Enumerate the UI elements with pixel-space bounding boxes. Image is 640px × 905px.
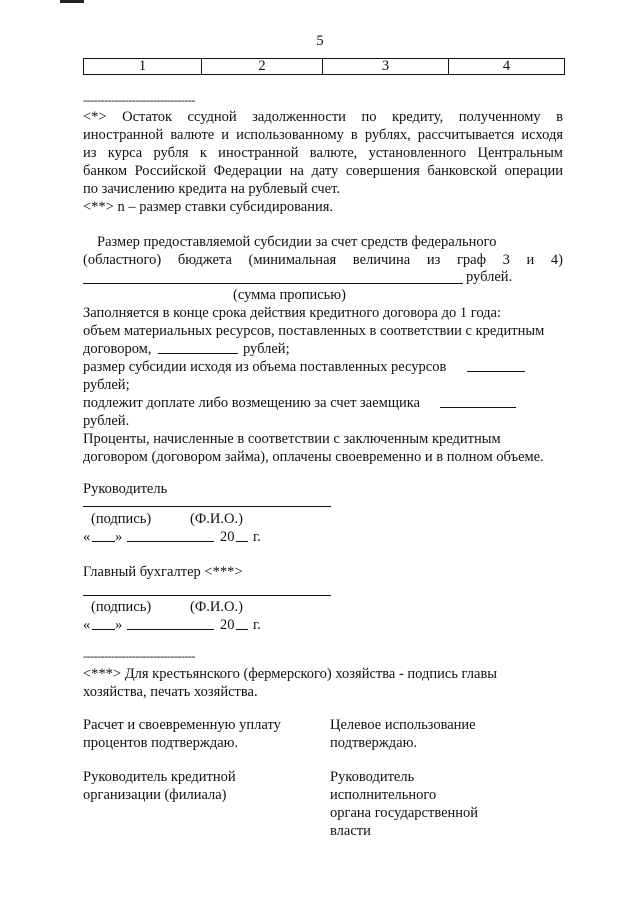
confirm-right-line: Целевое использование <box>330 717 476 733</box>
footnote-1-line: банком Российской Федерации на дату совершения банковской операции <box>83 163 563 179</box>
confirm-right-line: подтверждаю. <box>330 735 418 751</box>
materials-rubles: рублей; <box>243 341 290 357</box>
amount-in-words-caption: (сумма прописью) <box>233 287 346 303</box>
sign-left-line: организации (филиала) <box>83 787 227 803</box>
footnote-1-line: <*> Остаток ссудной задолженности по кредиту, полученному в <box>83 109 563 125</box>
column-number: 1 <box>84 59 202 75</box>
page-number: 5 <box>316 33 324 49</box>
accountant-day-blank <box>92 629 115 630</box>
subsidy-amount-blank <box>83 283 463 284</box>
subsidy-line-2: (областного) бюджета (минимальная величина из граф 3 и 4) <box>83 252 563 268</box>
director-year-suffix: г. <box>253 529 261 545</box>
footnote-3-line: <***> Для крестьянского (фермерского) хозяйства - подпись главы <box>83 666 498 682</box>
sign-right-line: Руководитель <box>330 769 415 785</box>
column-number: 4 <box>449 59 565 75</box>
materials-amount-blank <box>158 353 238 354</box>
fill-in-intro: Заполняется в конце срока действия кредитного договора до 1 года: <box>83 305 501 321</box>
accountant-year-blank <box>236 629 248 630</box>
scan-mark <box>60 0 84 3</box>
subsidy-line-1: Размер предоставляемой субсидии за счет средств федерального <box>97 234 497 250</box>
director-year-blank <box>236 541 248 542</box>
surcharge-blank <box>440 407 516 408</box>
materials-line-1: объем материальных ресурсов, поставленных в соответствии с кредитным <box>83 323 545 339</box>
surcharge-label: подлежит доплате либо возмещению за счет заемщика <box>83 395 421 411</box>
sign-right-line: органа государственной <box>330 805 479 821</box>
confirm-left-line: Расчет и своевременную уплату <box>83 717 281 733</box>
confirm-left-line: процентов подтверждаю. <box>83 735 239 751</box>
sign-left-line: Руководитель кредитной <box>83 769 236 785</box>
director-date-close: » <box>115 529 123 545</box>
director-signature-caption: (подпись) <box>91 511 152 527</box>
sign-right-line: власти <box>330 823 371 839</box>
director-signature-line <box>83 506 331 507</box>
footnote-1-line: по зачислению кредита на рублевый счет. <box>83 181 340 197</box>
director-month-blank <box>127 541 214 542</box>
footnote-1-line: иностранной валюте и использованному в рублях, рассчитывается исходя <box>83 127 563 143</box>
accountant-date-open: « <box>83 617 91 633</box>
accountant-year: 20 <box>220 617 235 633</box>
surcharge-rubles: рублей. <box>83 413 130 429</box>
accountant-fio-caption: (Ф.И.О.) <box>190 599 243 615</box>
subsidy-size-rubles: рублей; <box>83 377 130 393</box>
director-year: 20 <box>220 529 235 545</box>
subsidy-rubles: рублей. <box>466 269 513 285</box>
footnote-1-line: из курса рубля к иностранной валюте, установленного Центральным <box>83 145 563 161</box>
footnote-separator: -------------------------------- <box>83 93 195 107</box>
footnote-2: <**> n – размер ставки субсидирования. <box>83 199 334 215</box>
column-numbers-table <box>83 58 565 75</box>
accountant-signature-line <box>83 595 331 596</box>
accountant-year-suffix: г. <box>253 617 261 633</box>
column-number: 2 <box>202 59 323 75</box>
director-title: Руководитель <box>83 481 168 497</box>
director-date-open: « <box>83 529 91 545</box>
accountant-date-close: » <box>115 617 123 633</box>
director-fio-caption: (Ф.И.О.) <box>190 511 243 527</box>
footnote-3-line: хозяйства, печать хозяйства. <box>83 684 258 700</box>
interest-line-2: договором (договором займа), оплачены своевременно и в полном объеме. <box>83 449 544 465</box>
subsidy-size-blank <box>467 371 525 372</box>
accountant-month-blank <box>127 629 214 630</box>
footnote-separator: -------------------------------- <box>83 649 195 663</box>
accountant-signature-caption: (подпись) <box>91 599 152 615</box>
column-number: 3 <box>323 59 449 75</box>
accountant-title: Главный бухгалтер <***> <box>83 564 243 580</box>
interest-line-1: Проценты, начисленные в соответствии с заключенным кредитным <box>83 431 501 447</box>
subsidy-size-label: размер субсидии исходя из объема поставленных ресурсов <box>83 359 447 375</box>
director-day-blank <box>92 541 115 542</box>
materials-contract: договором, <box>83 341 152 357</box>
sign-right-line: исполнительного <box>330 787 437 803</box>
